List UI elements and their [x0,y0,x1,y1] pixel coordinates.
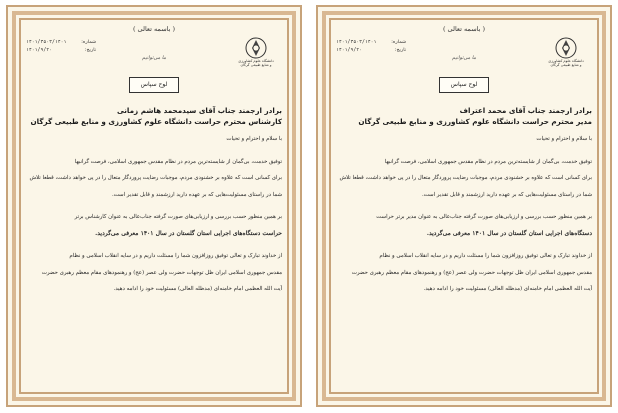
highlight-line: دستگاه‌های اجرایی استان گلستان در سال ۱۴۰۱ معرفی می‌گردید. [426,229,592,237]
top-label: ( باسمه تعالی ) [442,25,486,33]
certificate-body [26,131,282,298]
meta-value: ۱۴۰۱/۳۵۰۳/۱۴۰۱ [26,40,67,45]
body-line: توفیق خدمت، بی‌گمان از شایسته‌ترین مردم در نظام مقدس جمهوری اسلامی، فرصت گرانبها [74,158,282,165]
meta-label: تاریخ: [394,48,406,53]
certificate-right [316,5,612,407]
top-label: ( باسمه تعالی ) [132,25,176,33]
org-name: دانشگاه علوم کشاورزی و منابع طبیعی گرگان [548,59,584,68]
certificate-left [6,5,302,407]
recipient-name: برادر ارجمند جناب آقای محمد اعتراف [459,106,592,115]
letter-meta [26,39,96,55]
body-line: بر همین منظور حسب بررسی و ارزیابی‌های صورت گرفته جناب‌عالی به عنوان کارشناس برتر [74,214,282,220]
closing-line: مقدس جمهوری اسلامی ایران ظل توجهات حضرت ولی عصر (عج) و رهنمودهای مقام معظم رهبری حضرت [351,269,592,276]
body-line: شما در راستای مسئولیت‌هایی که بر عهده دارید ارزشمند و قابل تقدیر است. [112,191,282,198]
meta-label: شماره: [81,40,96,45]
closing-line: از خداوند تبارک و تعالی توفیق روزافزون شما را مسئلت داریم و در سایه انقلاب اسلامی و نظام [379,253,592,259]
body-line: توفیق خدمت، بی‌گمان از شایسته‌ترین مردم در نظام مقدس جمهوری اسلامی، فرصت گرانبها [384,158,592,165]
meta-label: شماره: [391,40,406,45]
body-line: بر همین منظور حسب بررسی و ارزیابی‌های صورت گرفته جناب‌عالی به عنوان مدیر برتر حراست [376,214,592,220]
closing-line: آیت الله العظمی امام خامنه‌ای (مدظله العالی) مسئولیت خود را ادامه دهید. [113,286,282,292]
recipient-name: برادر ارجمند جناب آقای سیدمحمد هاشم زمانی [116,106,282,115]
recipient [26,105,282,127]
meta-value: ۱۴۰۱/۹/۲۰ [26,48,52,53]
meta-label: تاریخ: [84,48,96,53]
salutation: با سلام و احترام و تحیات [536,136,592,142]
closing-line: آیت الله العظمی امام خامنه‌ای (مدظله العالی) مسئولیت خود را ادامه دهید. [423,286,592,292]
recipient [336,105,592,127]
org-name: دانشگاه علوم کشاورزی و منابع طبیعی گرگان [238,59,274,68]
letter-meta [336,39,406,55]
recipient-title: مدیر محترم حراست دانشگاه علوم کشاورزی و منابع طبیعی گرگان [358,117,592,126]
certificate-title-box: لوح سپاس [439,77,489,93]
motto: ما می‌توانیم [141,55,167,61]
body-line: برای کسانی است که علاوه بر خشنودی مردم، موجبات رضایت پروردگار متعال را در پی خواهد داشت، قطعا تلاش [339,175,592,181]
salutation: با سلام و احترام و تحیات [226,136,282,142]
body-line: شما در راستای مسئولیت‌هایی که بر عهده دارید ارزشمند و قابل تقدیر است. [422,191,592,198]
meta-value: ۱۴۰۱/۹/۲۰ [336,48,362,53]
certificate-body [336,131,592,298]
highlight-line: حراست دستگاه‌های اجرایی استان گلستان در سال ۱۴۰۱ معرفی می‌گردید. [95,229,282,237]
body-line: برای کسانی است که علاوه بر خشنودی مردم، موجبات رضایت پروردگار متعال را در پی خواهد داشت، قطعا تلاش [29,175,282,181]
closing-line: از خداوند تبارک و تعالی توفیق روزافزون شما را مسئلت داریم و در سایه انقلاب اسلامی و نظام [69,253,282,259]
motto: ما می‌توانیم [451,55,477,61]
closing-line: مقدس جمهوری اسلامی ایران ظل توجهات حضرت ولی عصر (عج) و رهنمودهای مقام معظم رهبری حضرت [41,269,282,276]
meta-value: ۱۴۰۱/۳۵۰۳/۱۴۰۱ [336,40,377,45]
recipient-title: کارشناس محترم حراست دانشگاه علوم کشاورزی و منابع طبیعی گرگان [30,117,282,126]
certificate-title-box: لوح سپاس [129,77,179,93]
